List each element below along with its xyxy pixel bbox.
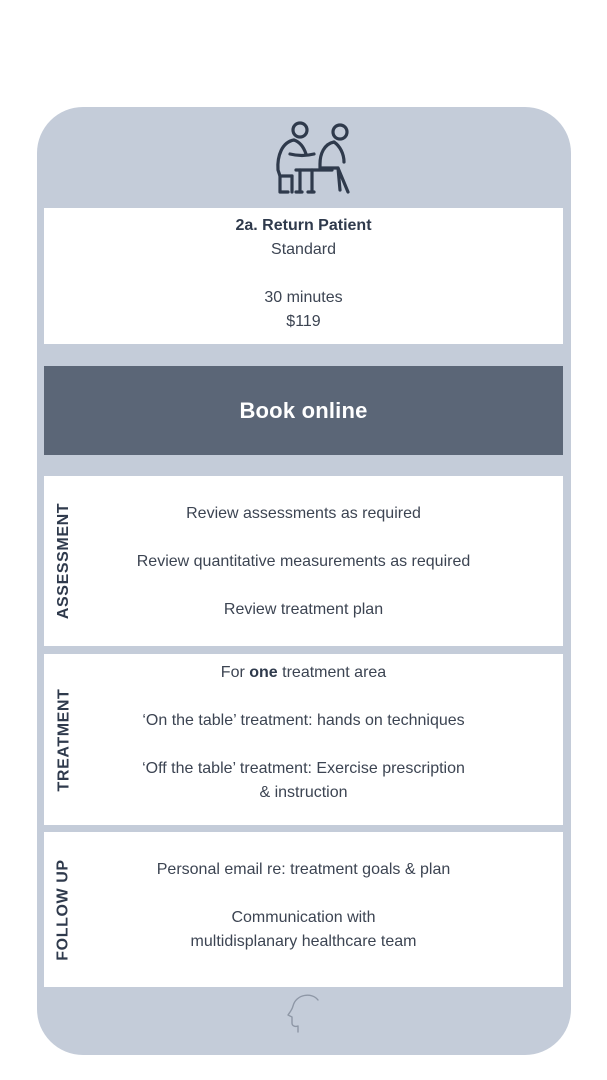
head-outline-icon	[284, 992, 324, 1034]
assessment-item: Review assessments as required	[186, 505, 421, 522]
service-tier: Standard	[271, 241, 336, 258]
treatment-item: & instruction	[259, 784, 348, 801]
service-duration: 30 minutes	[264, 289, 343, 306]
book-online-button[interactable]	[44, 366, 563, 455]
assessment-item: Review quantitative measurements as required	[136, 553, 471, 570]
treatment-item: ‘On the table’ treatment: hands on techniques	[142, 712, 465, 729]
book-online-label: Book online	[239, 397, 368, 423]
service-title: 2a. Return Patient	[235, 217, 372, 234]
physiotherapist-patient-icon	[272, 118, 354, 198]
follow-up-item: multidisplanary healthcare team	[190, 933, 417, 950]
treatment-label: TREATMENT	[55, 688, 72, 791]
follow-up-item: Personal email re: treatment goals & plan	[156, 861, 451, 878]
follow-up-label: FOLLOW UP	[55, 858, 73, 961]
assessment-label: ASSESSMENT	[55, 502, 72, 620]
assessment-item: Review treatment plan	[223, 601, 384, 618]
service-price: $119	[286, 313, 321, 330]
follow-up-item: Communication with	[231, 909, 376, 926]
treatment-intro: For one treatment area	[220, 664, 387, 681]
treatment-item: ‘Off the table’ treatment: Exercise prescription	[142, 760, 465, 777]
